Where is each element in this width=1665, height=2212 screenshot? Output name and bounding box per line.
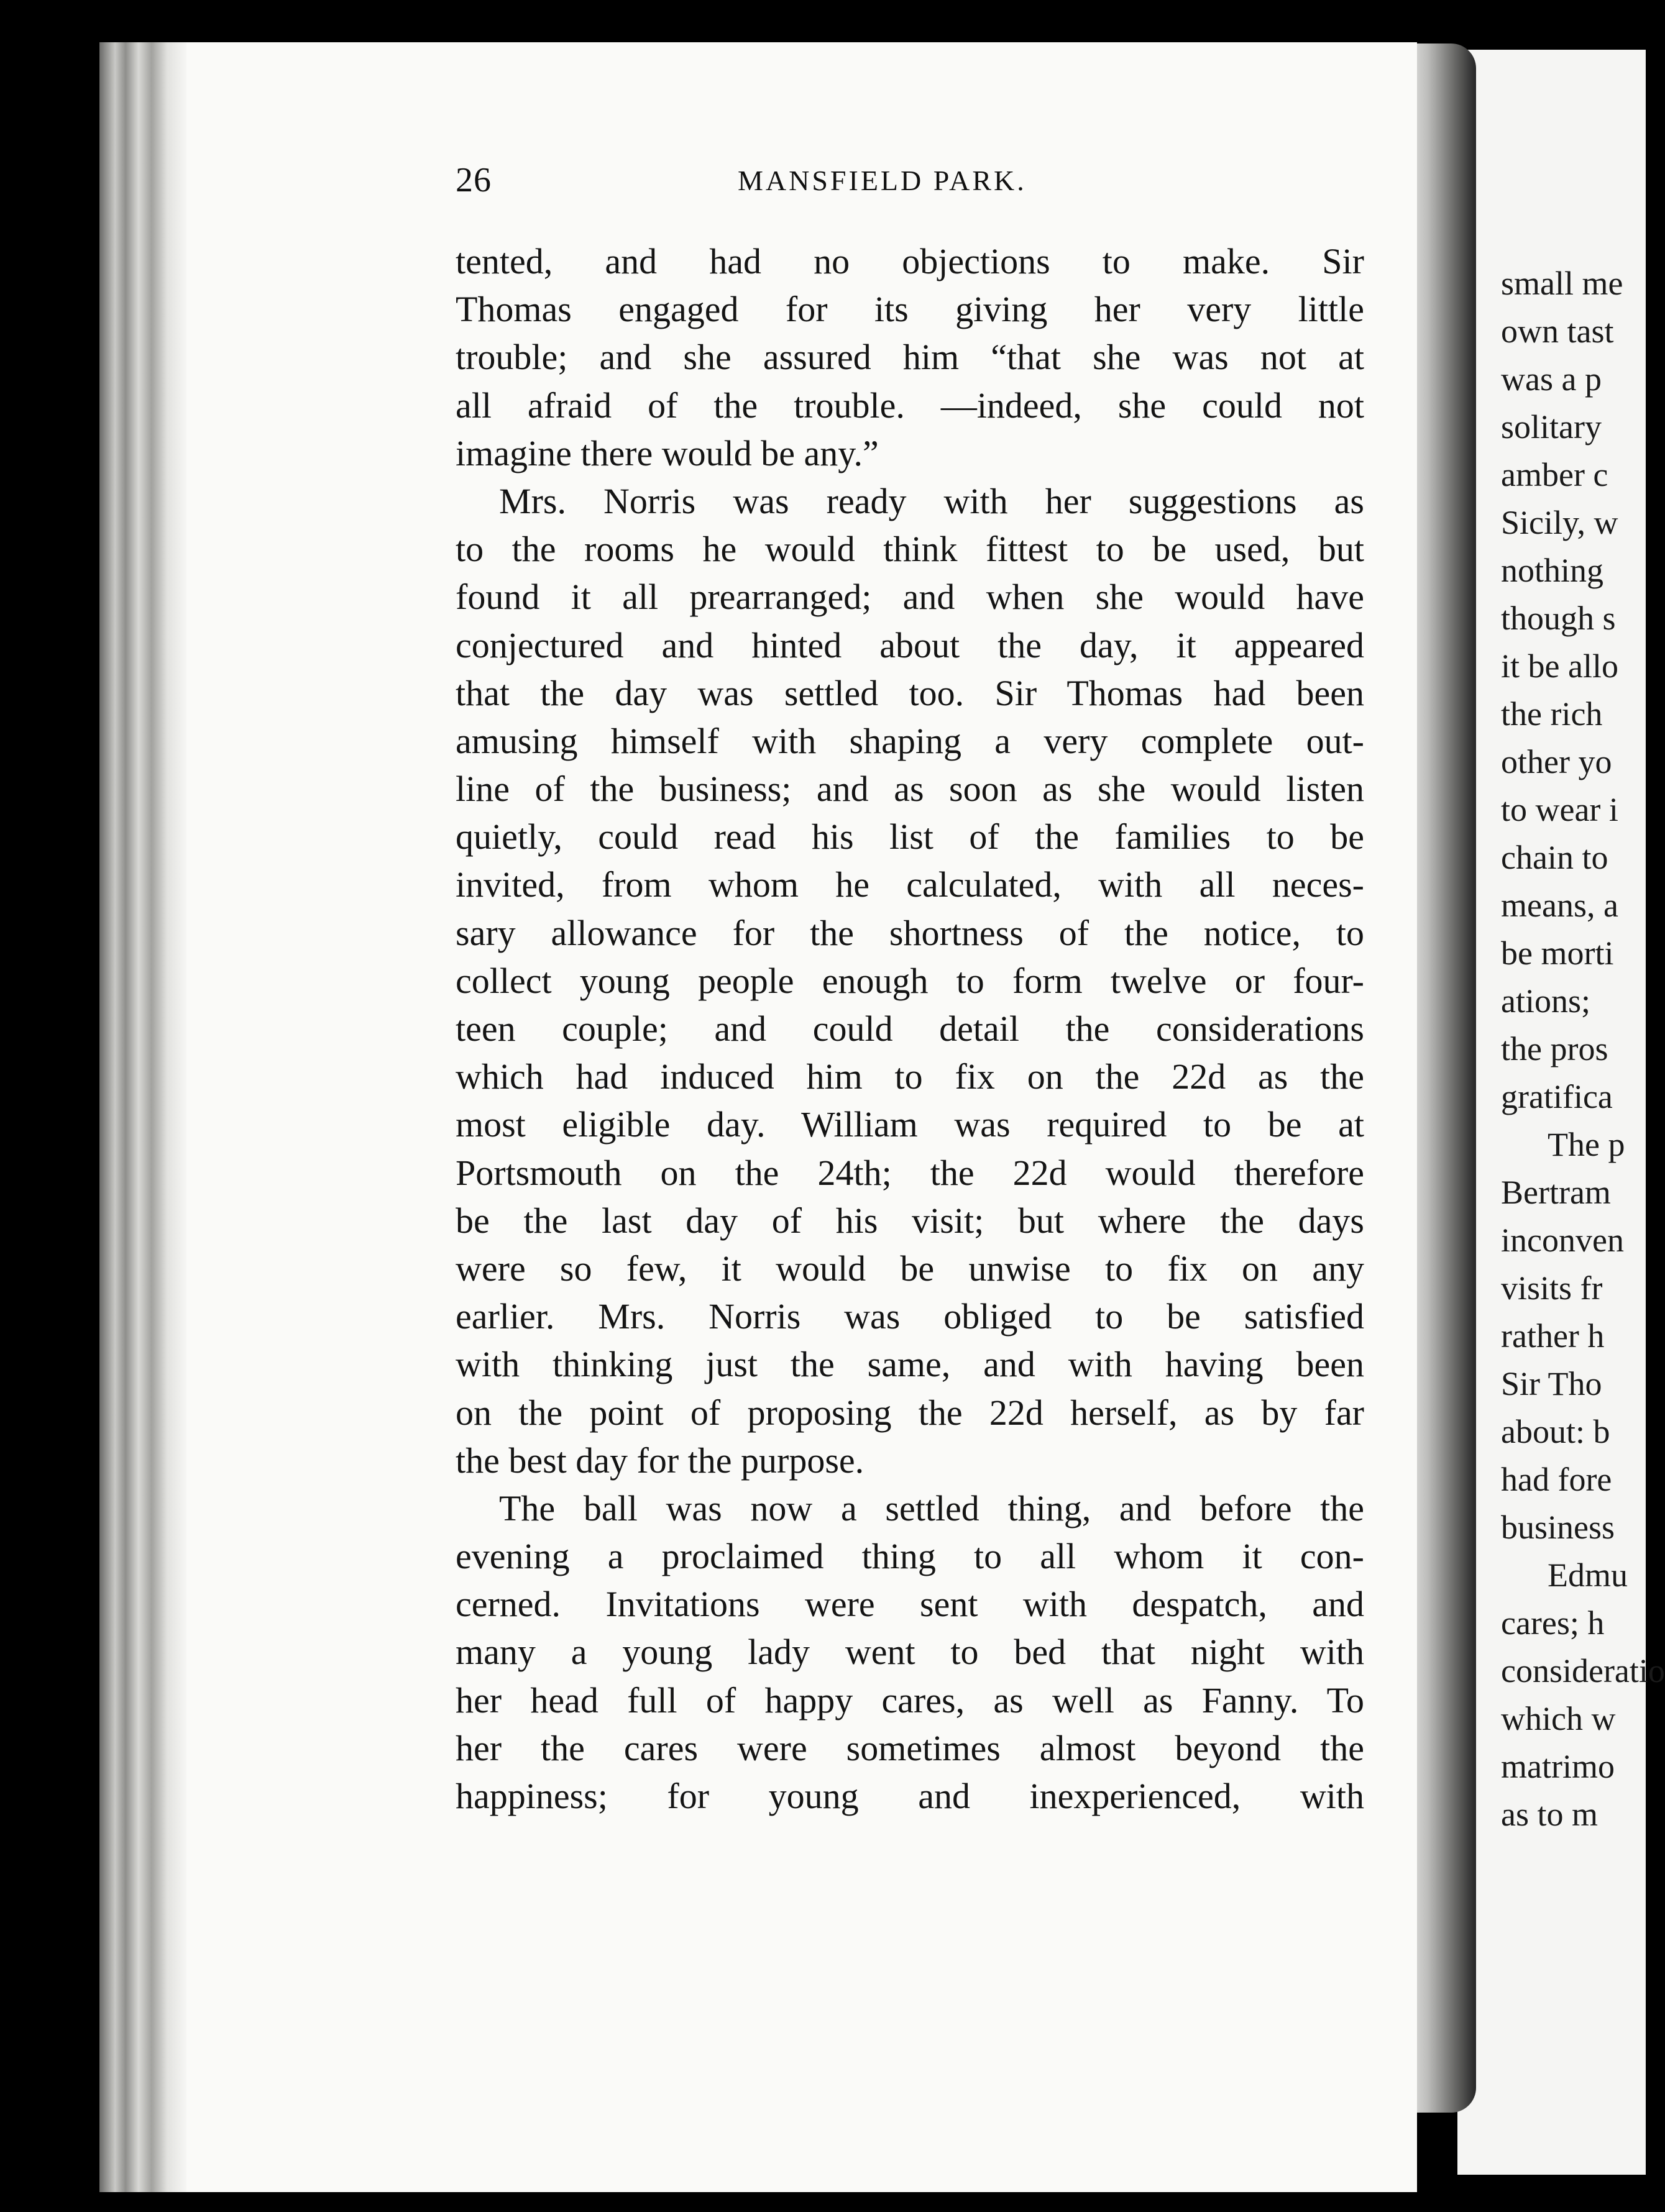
text-line: all afraid of the trouble. —indeed, she could not (456, 385, 1364, 426)
text-line: was a p (1501, 360, 1602, 398)
text-line: Edmu (1548, 1556, 1628, 1594)
text-line: to wear i (1501, 791, 1618, 828)
text-line: teen couple; and could detail the considerations (456, 1008, 1364, 1049)
text-line: many a young lady went to bed that night with (456, 1632, 1364, 1673)
text-line: rather h (1501, 1317, 1605, 1355)
text-line: visits fr (1501, 1269, 1603, 1307)
text-line: own tast (1501, 313, 1614, 350)
text-line: small me (1501, 265, 1623, 302)
text-line: ations; (1501, 982, 1590, 1020)
text-line: imagine there would be any.” (456, 432, 879, 473)
text-line: amusing himself with shaping a very complete out- (456, 720, 1364, 761)
page-edges (99, 42, 186, 2192)
left-page-text (456, 237, 1364, 1820)
text-line: Thomas engaged for its giving her very little (456, 289, 1364, 330)
right-page-text (1501, 260, 1665, 1839)
page-header (456, 160, 1097, 198)
text-line: as to m (1501, 1796, 1598, 1833)
text-line: trouble; and she assured him “that she was not at (456, 337, 1364, 378)
text-line: line of the business; and as soon as she would listen (456, 769, 1364, 810)
text-line: means, a (1501, 887, 1618, 924)
text-line: nothing (1501, 552, 1604, 589)
text-line: the best day for the purpose. (456, 1440, 865, 1481)
text-line: cares; h (1501, 1604, 1605, 1642)
text-line: sary allowance for the shortness of the notice, to (456, 912, 1364, 953)
text-line: that the day was settled too. Sir Thomas had been (456, 672, 1364, 713)
text-line: it be allo (1501, 647, 1618, 685)
text-line: on the point of proposing the 22d herself, as by far (456, 1392, 1364, 1433)
text-line: quietly, could read his list of the families to be (456, 816, 1364, 857)
text-line: be morti (1501, 935, 1614, 972)
text-line: Sir Tho (1501, 1365, 1602, 1402)
text-line: cerned. Invitations were sent with despatch, and (456, 1584, 1364, 1625)
text-line: her head full of happy cares, as well as Fanny. To (456, 1680, 1364, 1721)
text-line: her the cares were sometimes almost beyond the (456, 1727, 1364, 1768)
text-line: solitary (1501, 408, 1602, 446)
running-title: MANSFIELD PARK. (738, 165, 1027, 196)
text-line: be the last day of his visit; but where the days (456, 1200, 1364, 1241)
text-line: earlier. Mrs. Norris was obliged to be satisfied (456, 1296, 1364, 1337)
text-line: which w (1501, 1700, 1616, 1737)
text-line: the pros (1501, 1030, 1608, 1067)
text-line: were so few, it would be unwise to fix on any (456, 1248, 1364, 1289)
text-line: which had induced him to fix on the 22d as the (456, 1056, 1364, 1097)
text-line: the rich (1501, 695, 1603, 733)
text-line: had fore (1501, 1461, 1612, 1498)
text-line: to the rooms he would think fittest to be used, but (456, 529, 1364, 570)
text-line: matrimo (1501, 1748, 1615, 1785)
text-line: happiness; for young and inexperienced, with (456, 1776, 1364, 1816)
text-line: Mrs. Norris was ready with her suggestions as (499, 480, 1364, 521)
text-line: gratifica (1501, 1078, 1613, 1115)
text-line: collect young people enough to form twelve or four- (456, 960, 1364, 1001)
text-line: Bertram (1501, 1174, 1611, 1211)
text-line: other yo (1501, 743, 1612, 780)
text-line: The ball was now a settled thing, and before the (499, 1488, 1364, 1529)
text-line: found it all prearranged; and when she would have (456, 577, 1364, 618)
text-line: business (1501, 1509, 1615, 1546)
text-line: chain to (1501, 839, 1608, 876)
text-line: inconven (1501, 1222, 1624, 1259)
text-line: amber c (1501, 456, 1608, 493)
text-line: with thinking just the same, and with having been (456, 1344, 1364, 1385)
text-line: about: b (1501, 1413, 1610, 1450)
text-line: though s (1501, 600, 1616, 637)
text-line: invited, from whom he calculated, with all neces- (456, 864, 1364, 905)
text-line: evening a proclaimed thing to all whom it con- (456, 1536, 1364, 1577)
text-line: most eligible day. William was required to be at (456, 1104, 1364, 1145)
text-line: Portsmouth on the 24th; the 22d would therefore (456, 1152, 1364, 1193)
text-line: Sicily, w (1501, 504, 1618, 541)
page-number: 26 (456, 161, 492, 199)
text-line: consideratio (1501, 1652, 1665, 1689)
text-line: tented, and had no objections to make. Sir (456, 241, 1364, 281)
text-line: conjectured and hinted about the day, it appeared (456, 624, 1364, 665)
text-line: The p (1548, 1126, 1625, 1163)
